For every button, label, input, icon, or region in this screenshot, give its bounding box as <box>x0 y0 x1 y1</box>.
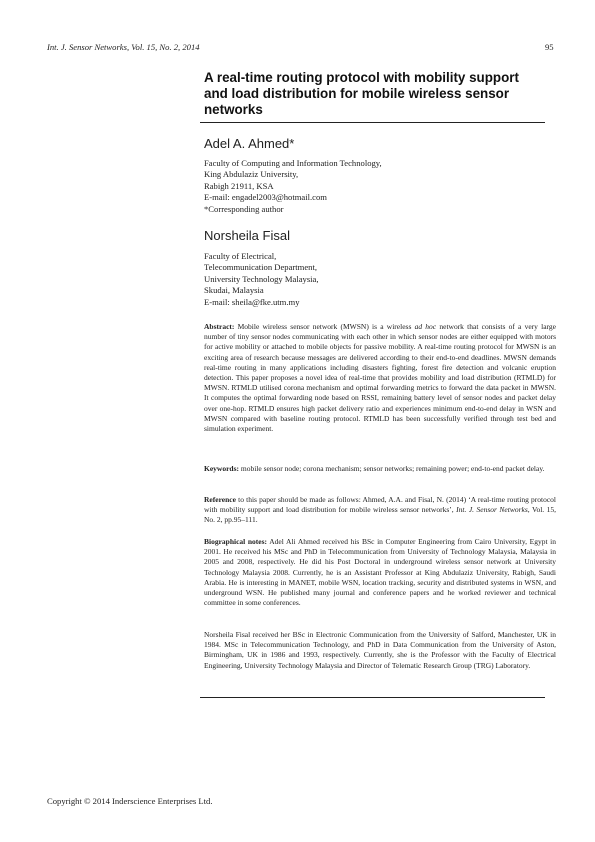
biographical-notes-2 <box>204 630 556 671</box>
author-affiliation-1 <box>204 158 382 215</box>
bio-text-2: Norsheila Fisal received her BSc in Electronic Communication from the University of Salford, Manchester, UK in 1984. MSc in Telecommunication Technology, and PhD in Data Communication from the University of Aston, Birmingham, UK in 1986 and 1993, respectively. Currently, she is the Professor with the Faculty of Electrical Engineering, University Technology Malaysia and Director of Telematic Research Group (TRG) Laboratory. <box>204 630 556 670</box>
paper-title <box>204 70 544 118</box>
keywords <box>204 464 556 474</box>
title-line-3: networks <box>204 102 263 117</box>
bio-text-1: Adel Ali Ahmed received his BSc in Computer Engineering from Cairo University, Egypt in 2001. He received his MSc and PhD in Telecommunication from University of Technology Malaysia, Malaysia in 2005 and 2008, respectively. He did his Post Doctoral in underground wireless sensor network at University Technology Malaysia 2008. Currently, he is an Assistant Professor at King Abdulaziz University, Rabigh, Saudi Arabia. He is interesting in MANET, mobile WSN, location tracking, security and distributed systems in WSN, and underground WSN. He published many journal and conference papers and he worked reviewer and technical committee in some conferences. <box>204 537 556 608</box>
author-email[interactable]: E-mail: engadel2003@hotmail.com <box>204 192 327 203</box>
biographical-notes <box>204 537 556 608</box>
affiliation-line: *Corresponding author <box>204 203 284 214</box>
author-name-1: Adel A. Ahmed* <box>204 136 295 151</box>
author-email[interactable]: E-mail: sheila@fke.utm.my <box>204 296 300 307</box>
reference-text: to this paper should be made as follows: Ahmed, A.A. and Fisal, N. (2014) ‘A real-time routing protocol with mobility support and load distribution for mobile wireless sensor networks’, <box>204 495 556 515</box>
affiliation-line: Rabigh 21911, KSA <box>204 180 274 191</box>
keywords-text: mobile sensor node; corona mechanism; sensor networks; remaining power; end-to-end packet delay. <box>240 464 545 473</box>
abstract-italic: ad hoc <box>414 322 437 331</box>
affiliation-line: Skudai, Malaysia <box>204 285 264 296</box>
abstract-label: Abstract: <box>204 322 235 331</box>
keywords-label: Keywords: <box>204 464 239 473</box>
copyright: Copyright © 2014 Inderscience Enterprises Ltd. <box>47 796 213 806</box>
title-line-1: A real-time routing protocol with mobility support <box>204 70 519 85</box>
title-line-2: and load distribution for mobile wireless sensor <box>204 86 510 101</box>
affiliation-line: King Abdulaziz University, <box>204 169 299 180</box>
running-head: Int. J. Sensor Networks, Vol. 15, No. 2, 2014 <box>47 42 200 52</box>
bio-label: Biographical notes: <box>204 537 268 546</box>
affiliation-line: Faculty of Computing and Information Technology, <box>204 158 382 168</box>
abstract-text: network that consists of a very large number of tiny sensor nodes communicating with each other in which sensor nodes are either equipped with motors for active mobility or attached to mobile objects for passive mobility. A real-time routing protocol for MWSN is an exciting area of research because messages are delivered according to their end-to-end deadlines. MWSN demands real-time routing in many applications including disasters fighting, forest fire detection and volcanic eruption detection. This paper proposes a novel idea of real-time that provides mobility and load distribution (RTMLD) for MWSN. RTMLD utilised corona mechanism and optimal forwarding metrics to forward the data packet in MWSN. It computes the optimal forwarding node based on RSSI, remaining battery level of sensor nodes and packet delay over one-hop. RTMLD ensures high packet delivery ratio and experiences minimum end-to-end delay in WSN and MWSN compared with baseline routing protocol. RTMLD has been successfully verified through test bed and simulation experiment. <box>204 322 556 434</box>
abstract <box>204 322 556 434</box>
journal-name: Int. J. Sensor Networks <box>456 505 528 515</box>
author-affiliation-2 <box>204 251 319 308</box>
reference-note <box>204 495 556 526</box>
bottom-rule <box>200 697 545 698</box>
title-rule <box>200 122 545 123</box>
author-name-2: Norsheila Fisal <box>204 228 290 243</box>
abstract-text: Mobile wireless sensor network (MWSN) is a wireless <box>237 322 412 331</box>
page-number: 95 <box>545 42 554 52</box>
reference-label: Reference <box>204 495 236 504</box>
reference-text: , Vol. 15, No. 2, pp.95–111. <box>204 505 557 525</box>
affiliation-line: Telecommunication Department, <box>204 262 317 273</box>
affiliation-line: University Technology Malaysia, <box>204 273 319 284</box>
affiliation-line: Faculty of Electrical, <box>204 251 277 261</box>
